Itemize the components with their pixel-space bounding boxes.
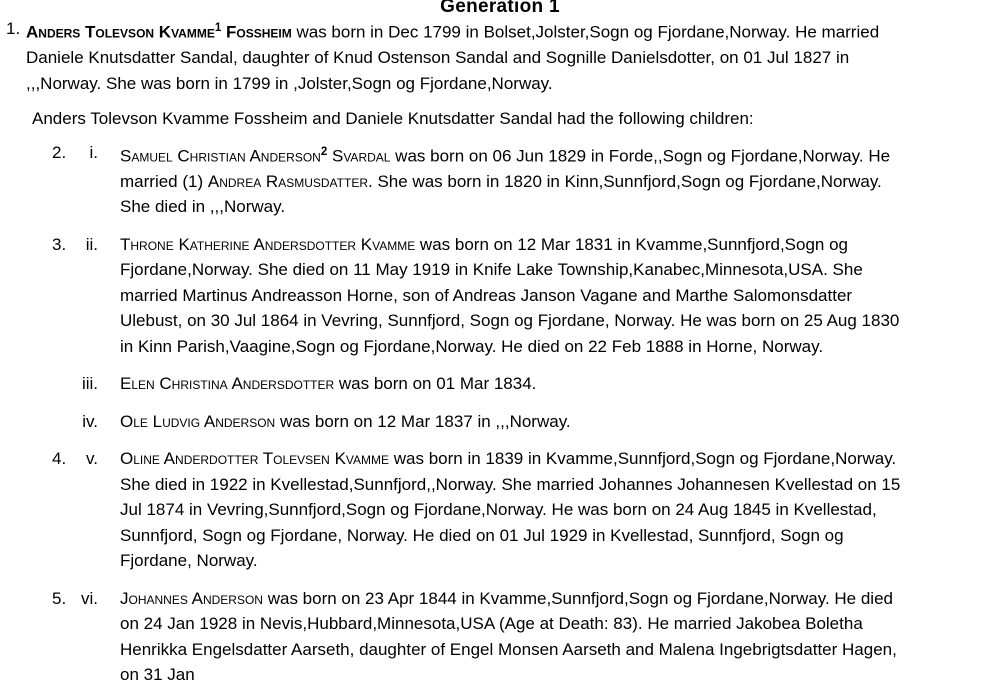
child-narrative xyxy=(120,140,1000,220)
child-text-1: was born in 1839 in Kvamme,Sunnfjord,Sogn og Fjordane,Norway. She died in 1922 in Kvellestad,Sunnfjord,,Norway. She married Johannes Johannesen Kvellestad on 15 Jul 1874 in Vevring,Sunnfjord,Sogn og Fjordane,Norway. He was born on 24 Aug 1845 in Kvellestad, Sunnfjord, Sogn og Fjordane, Norway. He died on 01 Jul 1929 in Kvellestad, Sunnfjord, Sogn og Fjordane, Norway. xyxy=(120,449,901,571)
child-text-1: was born on 23 Apr 1844 in Kvamme,Sunnfjord,Sogn og Fjordane,Norway. He died on 24 Jan 1928 in Nevis,Hubbard,Minnesota,USA (Age at Death: 83). He married Jakobea Boletha Henrikka Engelsdatter Aarseth, daughter of Engel Monsen Aarseth and Malena Ingebrigtsdatter Hagen, on 31 Jan xyxy=(120,588,897,685)
child-narrative xyxy=(120,371,1000,397)
child-text-1: was born on 12 Mar 1837 in ,,,Norway. xyxy=(275,411,571,431)
child-number: 3. xyxy=(52,234,67,254)
child-roman-numeral: ii. xyxy=(85,234,98,254)
child-spouse-name: Andrea Rasmusdatter xyxy=(207,171,368,191)
child-roman-numeral: i. xyxy=(89,142,98,162)
child-name: Ole Ludvig Anderson xyxy=(120,411,276,431)
child-roman-numeral: v. xyxy=(86,449,98,469)
child-name: Oline Anderdotter Tolevsen Kvamme xyxy=(120,449,390,469)
child-narrative xyxy=(120,232,1000,360)
person-number: 1. xyxy=(6,19,21,38)
child-number: 5. xyxy=(52,588,67,608)
list-item xyxy=(0,371,1000,397)
children-intro: Anders Tolevson Kvamme Fossheim and Daniele Knutsdatter Sandal had the following children: xyxy=(32,109,754,129)
list-item xyxy=(0,409,1000,435)
child-roman-numeral: iii. xyxy=(81,374,98,394)
child-name: Throne Katherine Andersdotter Kvamme xyxy=(120,234,416,254)
child-roman-numeral: vi. xyxy=(81,588,98,608)
child-narrative xyxy=(120,586,1000,688)
child-narrative xyxy=(120,409,1000,435)
list-item xyxy=(0,446,1000,574)
person-entry xyxy=(0,16,1000,96)
person-surname: Fossheim xyxy=(226,22,292,42)
child-number: 4. xyxy=(52,449,67,469)
person-narrative xyxy=(26,16,1000,96)
list-item xyxy=(0,586,1000,688)
child-text-1: was born on 01 Mar 1834. xyxy=(334,374,537,394)
child-text-1: was born on 06 Jun 1829 in Forde,,Sogn og Fjordane,Norway. He married (1) xyxy=(120,146,891,191)
list-item xyxy=(0,232,1000,360)
person-given-names: Anders Tolevson Kvamme xyxy=(26,22,215,42)
person-narrative-text: was born in Dec 1799 in Bolset,Jolster,Sogn og Fjordane,Norway. He married Daniele Knutsdatter Sandal, daughter of Knud Ostenson Sandal and Sognille Danielsdotter, on 01 Jul 1827 in ,,,Norway. She was born in 1799 in ,Jolster,Sogn og Fjordane,Norway. xyxy=(26,22,880,93)
child-number: 2. xyxy=(52,142,67,162)
person-generation-superscript: 1 xyxy=(214,22,222,34)
child-name: Elen Christina Andersdotter xyxy=(120,374,335,394)
child-narrative xyxy=(120,446,1000,574)
children-list xyxy=(0,140,1000,688)
child-name: Johannes Anderson xyxy=(120,588,263,608)
child-generation-superscript: 2 xyxy=(320,145,328,158)
child-roman-numeral: iv. xyxy=(82,411,98,431)
generation-heading: Generation 1 xyxy=(440,0,560,17)
child-text-2: . She was born in 1820 in Kinn,Sunnfjord,Sogn og Fjordane,Norway. She died in ,,,Norway. xyxy=(120,171,882,217)
child-text-1: was born on 12 Mar 1831 in Kvamme,Sunnfjord,Sogn og Fjordane,Norway. She died on 11 May 1919 in Knife Lake Township,Kanabec,Minnesota,USA. She married Martinus Andreasson Horne, son of Andreas Janson Vagane and Marthe Salomonsdatter Ulebust, on 30 Jul 1864 in Vevring, Sunnfjord, Sogn og Fjordane, Norway. He was born on 25 Aug 1830 in Kinn Parish,Vaagine,Sogn og Fjordane,Norway. He died on 22 Feb 1888 in Horne, Norway. xyxy=(120,234,900,356)
child-surname: Svardal xyxy=(331,146,391,166)
child-name: Samuel Christian Anderson xyxy=(120,146,321,166)
list-item xyxy=(0,140,1000,220)
